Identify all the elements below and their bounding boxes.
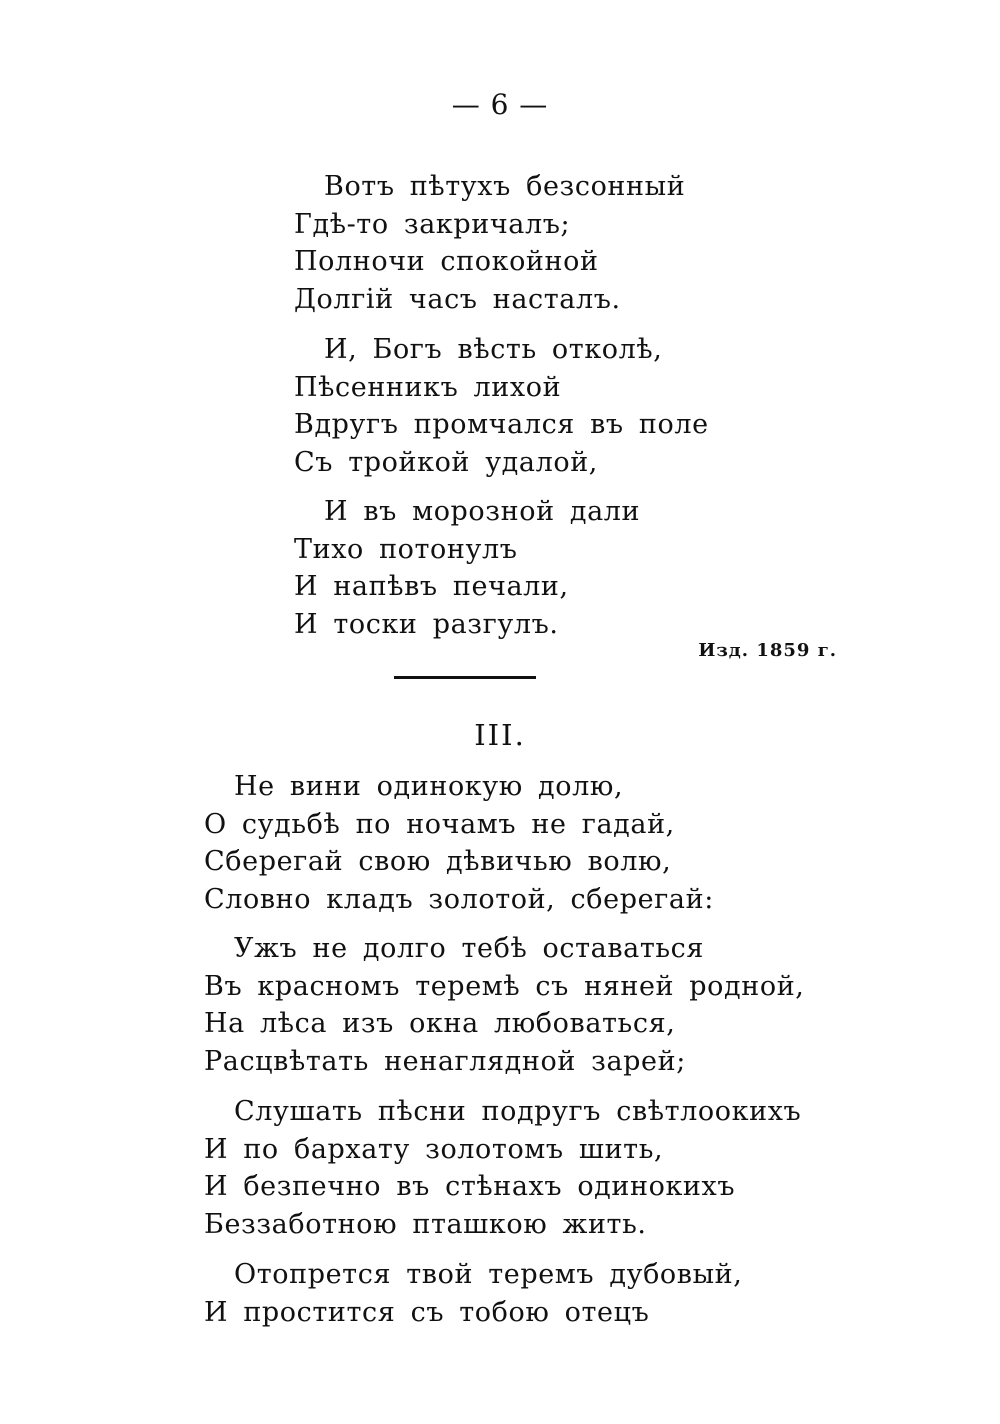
verse-line: Вотъ пѣтухъ безсонный bbox=[324, 171, 686, 202]
verse-line: Сберегай свою дѣвичью волю, bbox=[204, 846, 672, 877]
verse-line: Не вини одинокую долю, bbox=[234, 771, 624, 802]
poem-one-stanza-3 bbox=[294, 493, 640, 643]
verse-line: Вдругъ промчался въ поле bbox=[294, 409, 709, 440]
verse-line: И простится съ тобою отецъ bbox=[204, 1296, 650, 1328]
verse-line: Полночи спокойной bbox=[294, 246, 599, 277]
poem-two-stanza-2 bbox=[204, 930, 805, 1080]
verse-line: И въ морозной дали bbox=[324, 496, 641, 527]
poem-two-stanza-3 bbox=[204, 1093, 801, 1243]
verse-line: Въ красномъ теремѣ съ няней родной, bbox=[204, 970, 805, 1002]
verse-line: Ужъ не долго тебѣ оставаться bbox=[234, 933, 705, 964]
section-divider bbox=[394, 676, 536, 679]
verse-line: И по бархату золотомъ шить, bbox=[204, 1133, 664, 1165]
verse-line: Слушать пѣсни подругъ свѣтлоокихъ bbox=[234, 1096, 802, 1127]
verse-line: Долгій часъ насталъ. bbox=[294, 283, 621, 315]
verse-line: Съ тройкой удалой, bbox=[294, 446, 598, 478]
verse-line: Тихо потонулъ bbox=[294, 533, 518, 565]
page-number: — 6 — bbox=[451, 88, 549, 121]
attribution: Изд. 1859 г. bbox=[698, 640, 837, 661]
verse-line: Словно кладъ золотой, сберегай: bbox=[204, 883, 714, 915]
section-numeral: III. bbox=[474, 718, 526, 752]
poem-two-stanza-4 bbox=[204, 1256, 742, 1331]
verse-line: И безпечно въ стѣнахъ одинокихъ bbox=[204, 1171, 736, 1202]
verse-line: И тоски разгулъ. bbox=[294, 608, 559, 640]
verse-line: Отопрется твой теремъ дубовый, bbox=[234, 1259, 743, 1290]
verse-line: Гдѣ-то закричалъ; bbox=[294, 208, 571, 240]
verse-line: На лѣса изъ окна любоваться, bbox=[204, 1008, 676, 1039]
verse-line: И напѣвъ печали, bbox=[294, 571, 569, 602]
verse-line: Расцвѣтать ненаглядной зарей; bbox=[204, 1045, 686, 1077]
verse-line: И, Богъ вѣсть отколѣ, bbox=[324, 334, 663, 365]
verse-line: Беззаботною пташкою жить. bbox=[204, 1208, 647, 1240]
poem-one-stanza-1 bbox=[294, 168, 685, 318]
verse-line: О судьбѣ по ночамъ не гадай, bbox=[204, 808, 675, 840]
poem-two-stanza-1 bbox=[204, 768, 714, 918]
verse-line: Пѣсенникъ лихой bbox=[294, 371, 562, 403]
poem-one-stanza-2 bbox=[294, 331, 709, 481]
